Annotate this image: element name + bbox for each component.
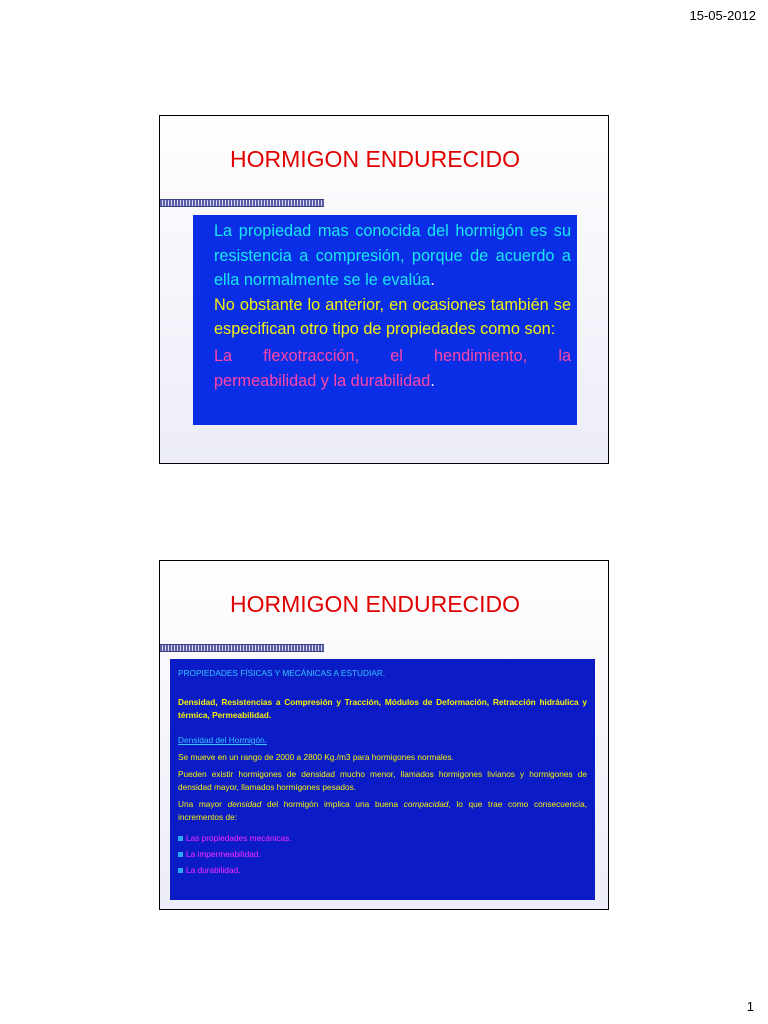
paragraph-compression-period: . [430, 271, 435, 290]
slide-1-title: HORMIGON ENDURECIDO [230, 146, 521, 172]
slide-1 [159, 115, 609, 464]
list-item [178, 862, 587, 878]
paragraph-properties-list-text: La flexotracción, el hendimiento, la permeabilidad y la durabilidad [214, 346, 571, 390]
page-number: 1 [746, 999, 754, 1014]
density-consequence-part-1: Una mayor [178, 799, 228, 809]
slide-2-title: HORMIGON ENDURECIDO [230, 591, 521, 617]
paragraph-properties-list-period: . [430, 371, 435, 390]
square-bullet-icon [178, 868, 183, 873]
slide-1-content-box [193, 215, 577, 425]
density-consequence-part-3: , lo que trae como consecuencia, incrementos de: [178, 799, 587, 822]
paragraph-compression [214, 219, 571, 293]
square-bullet-icon [178, 852, 183, 857]
decorative-bar [160, 644, 324, 652]
density-consequence-text [178, 798, 587, 824]
list-item-label: Las propiedades mecánicas. [186, 832, 292, 843]
decorative-bar [160, 199, 324, 207]
compacity-term: compacidad [403, 799, 449, 809]
paragraph-properties-list [214, 344, 571, 393]
square-bullet-icon [178, 836, 183, 841]
properties-list: Densidad, Resistencias a Compresión y Tracción, Módulos de Deformación, Retracción hidráulica y térmica, Permeabilidad. [178, 697, 587, 720]
density-consequence-part-2: del hormigón implica una buena [261, 799, 404, 809]
slide-2 [159, 560, 609, 910]
density-term: densidad [227, 799, 262, 809]
paragraph-compression-text: La propiedad mas conocida del hormigón es su resistencia a compresión, porque de acuerdo a ella normalmente se le evalúa [214, 222, 571, 290]
paragraph-other-properties: No obstante lo anterior, en ocasiones también se especifican otro tipo de propiedades como son: [214, 295, 571, 339]
page-date: 15-05-2012 [689, 8, 756, 23]
density-range-text: Se mueve en un rango de 2000 a 2800 Kg./m3 para hormigones normales. [178, 752, 454, 762]
slide-2-content-box [170, 659, 595, 900]
list-item-label: La durabilidad. [186, 864, 241, 875]
properties-heading: PROPIEDADES FÍSICAS Y MECÁNICAS A ESTUDIAR. [178, 668, 386, 678]
density-types-text: Pueden existir hormigones de densidad mucho menor, llamados hormigones livianos y hormigones de densidad mayor, llamados hormigones pesados. [178, 769, 587, 792]
list-item [178, 830, 587, 846]
list-item [178, 846, 587, 862]
benefits-list [178, 830, 587, 878]
density-subheading: Densidad del Hormigón. [178, 735, 268, 745]
list-item-label: La impermeabilidad. [186, 848, 261, 859]
